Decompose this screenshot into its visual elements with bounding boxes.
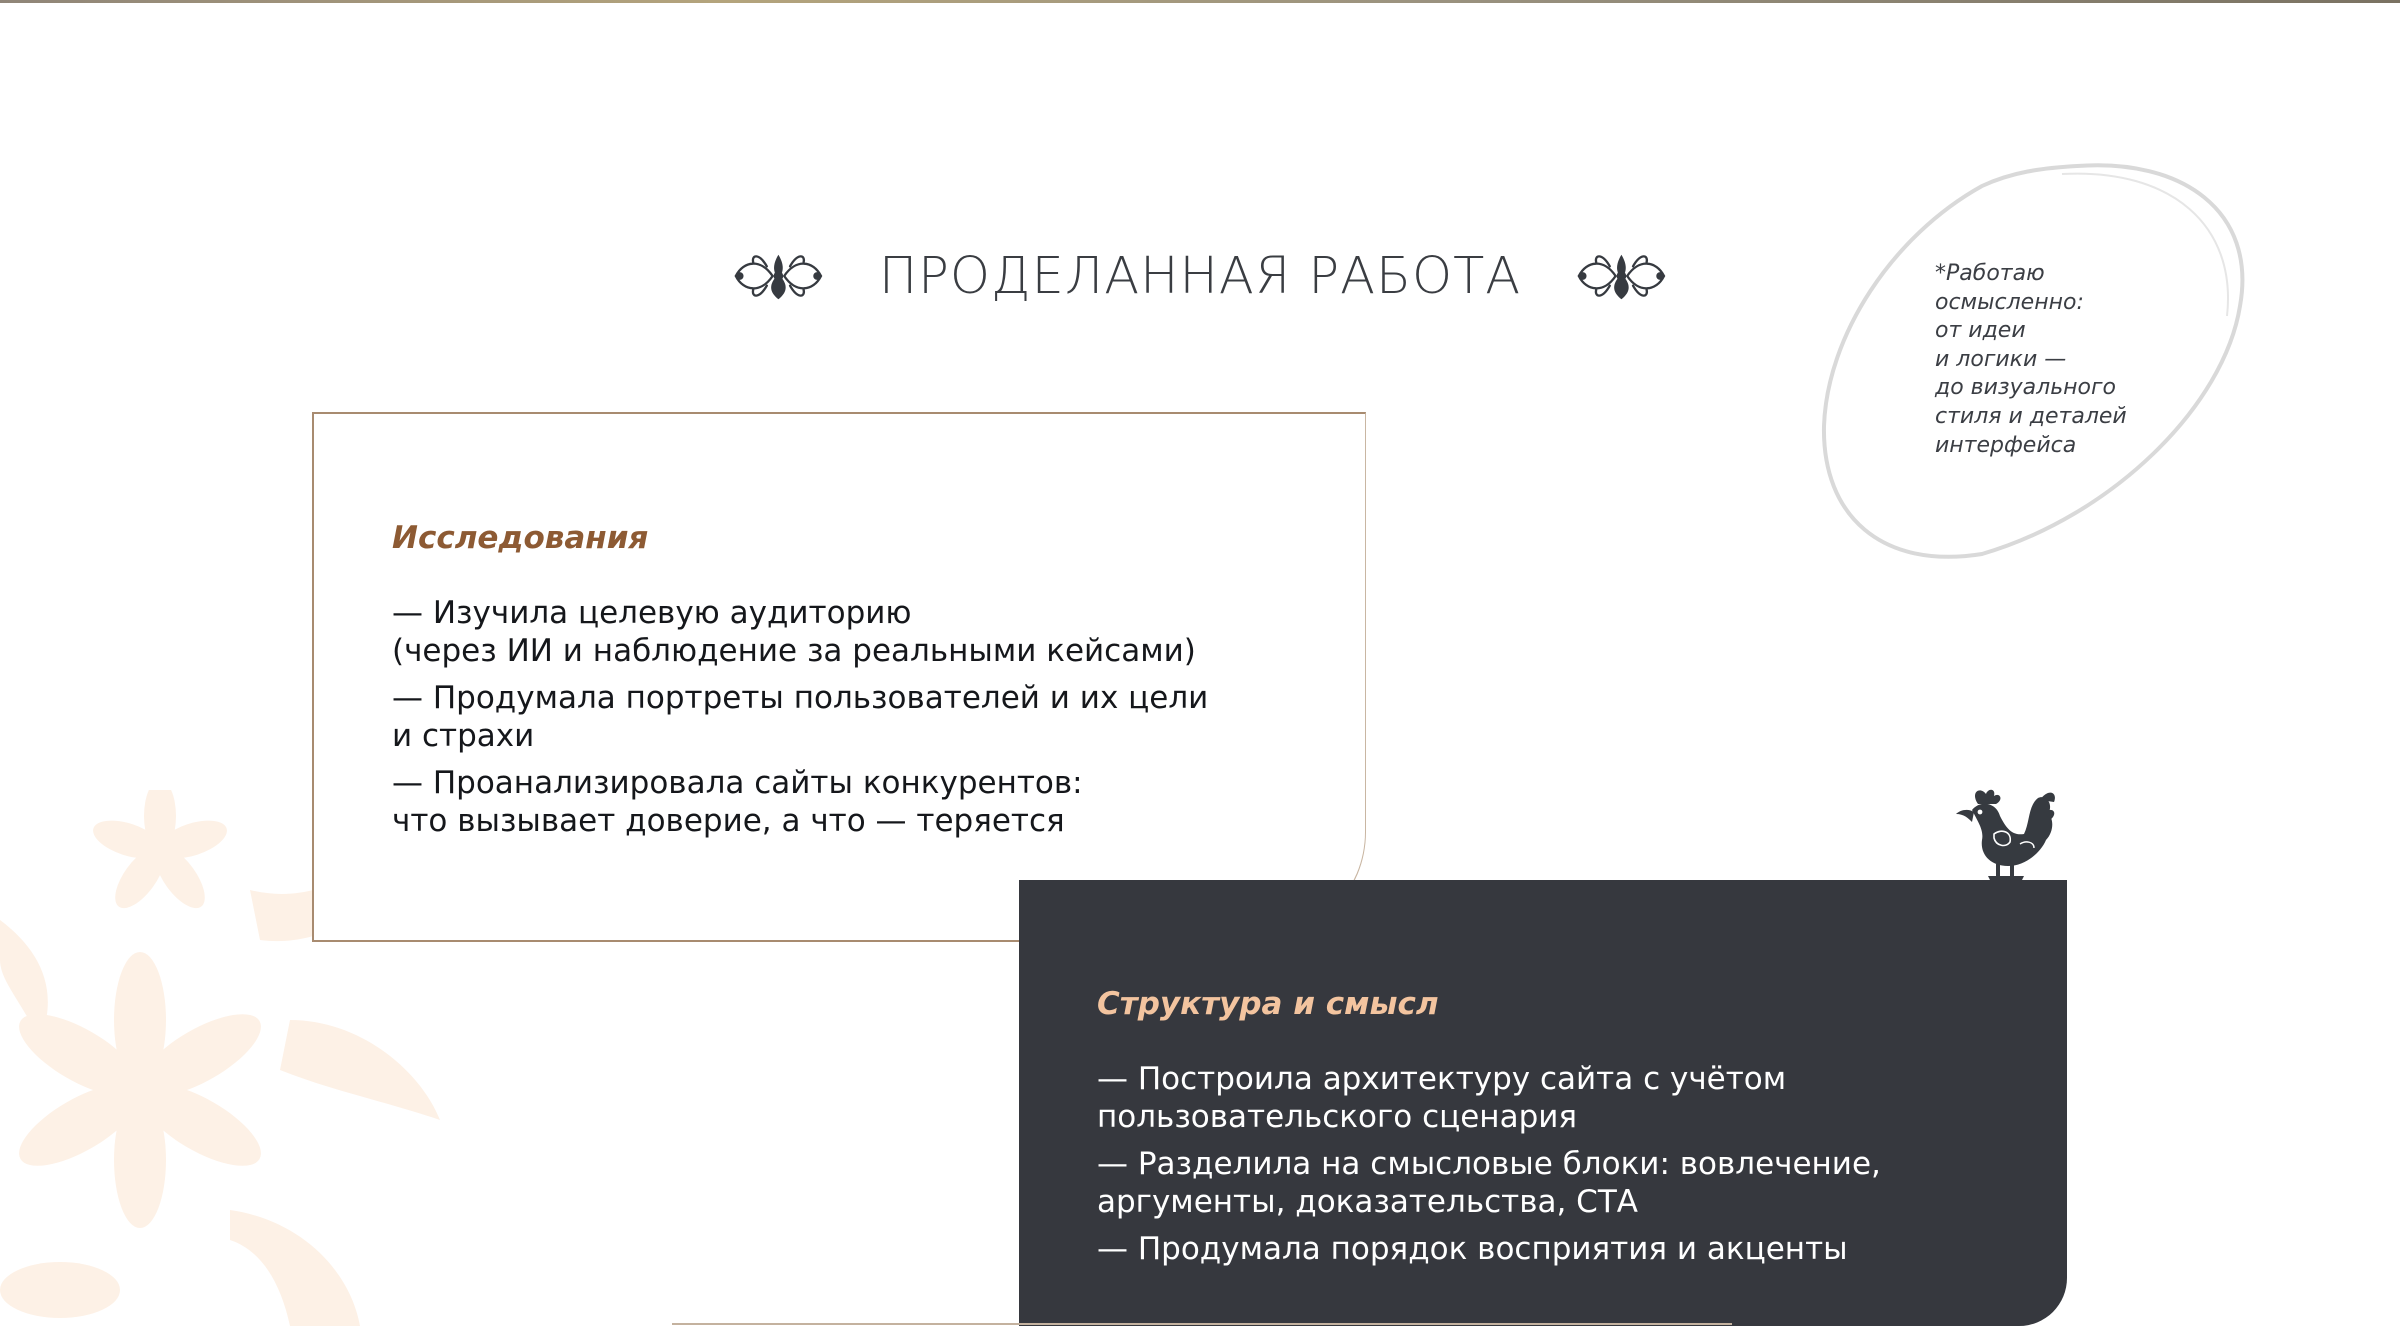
- research-card: [312, 412, 1366, 942]
- list-item: — Разделила на смысловые блоки: вовлечение, аргументы, доказательства, СТА: [1097, 1146, 1881, 1220]
- floral-flourish-icon: [1573, 248, 1670, 304]
- research-heading: Исследования: [392, 520, 649, 556]
- list-item: — Построила архитектуру сайта с учётом пользовательского сценария: [1097, 1061, 1787, 1135]
- structure-heading: Структура и смысл: [1097, 986, 1439, 1022]
- structure-card: [1019, 880, 2067, 1326]
- floral-flourish-icon: [730, 248, 827, 304]
- list-item: — Изучила целевую аудиторию (через ИИ и наблюдение за реальными кейсами): [392, 595, 1196, 669]
- bottom-divider: [672, 1323, 1732, 1325]
- list-item: — Продумала порядок восприятия и акценты: [1097, 1231, 1848, 1267]
- top-decorative-rule: [0, 0, 2400, 3]
- side-note: *Работаю осмысленно: от идеи и логики — до визуального стиля и деталей интерфейса: [1935, 261, 2127, 458]
- research-points: [392, 594, 1208, 849]
- list-item: — Проанализировала сайты конкурентов: что вызывает доверие, а что — теряется: [392, 765, 1083, 839]
- structure-points: [1097, 1060, 1881, 1277]
- folk-rooster-icon: [1950, 782, 2060, 882]
- page-title: ПРОДЕЛАННАЯ РАБОТА: [878, 246, 1522, 306]
- section-heading: [730, 236, 1670, 316]
- list-item: — Продумала портреты пользователей и их цели и страхи: [392, 680, 1209, 754]
